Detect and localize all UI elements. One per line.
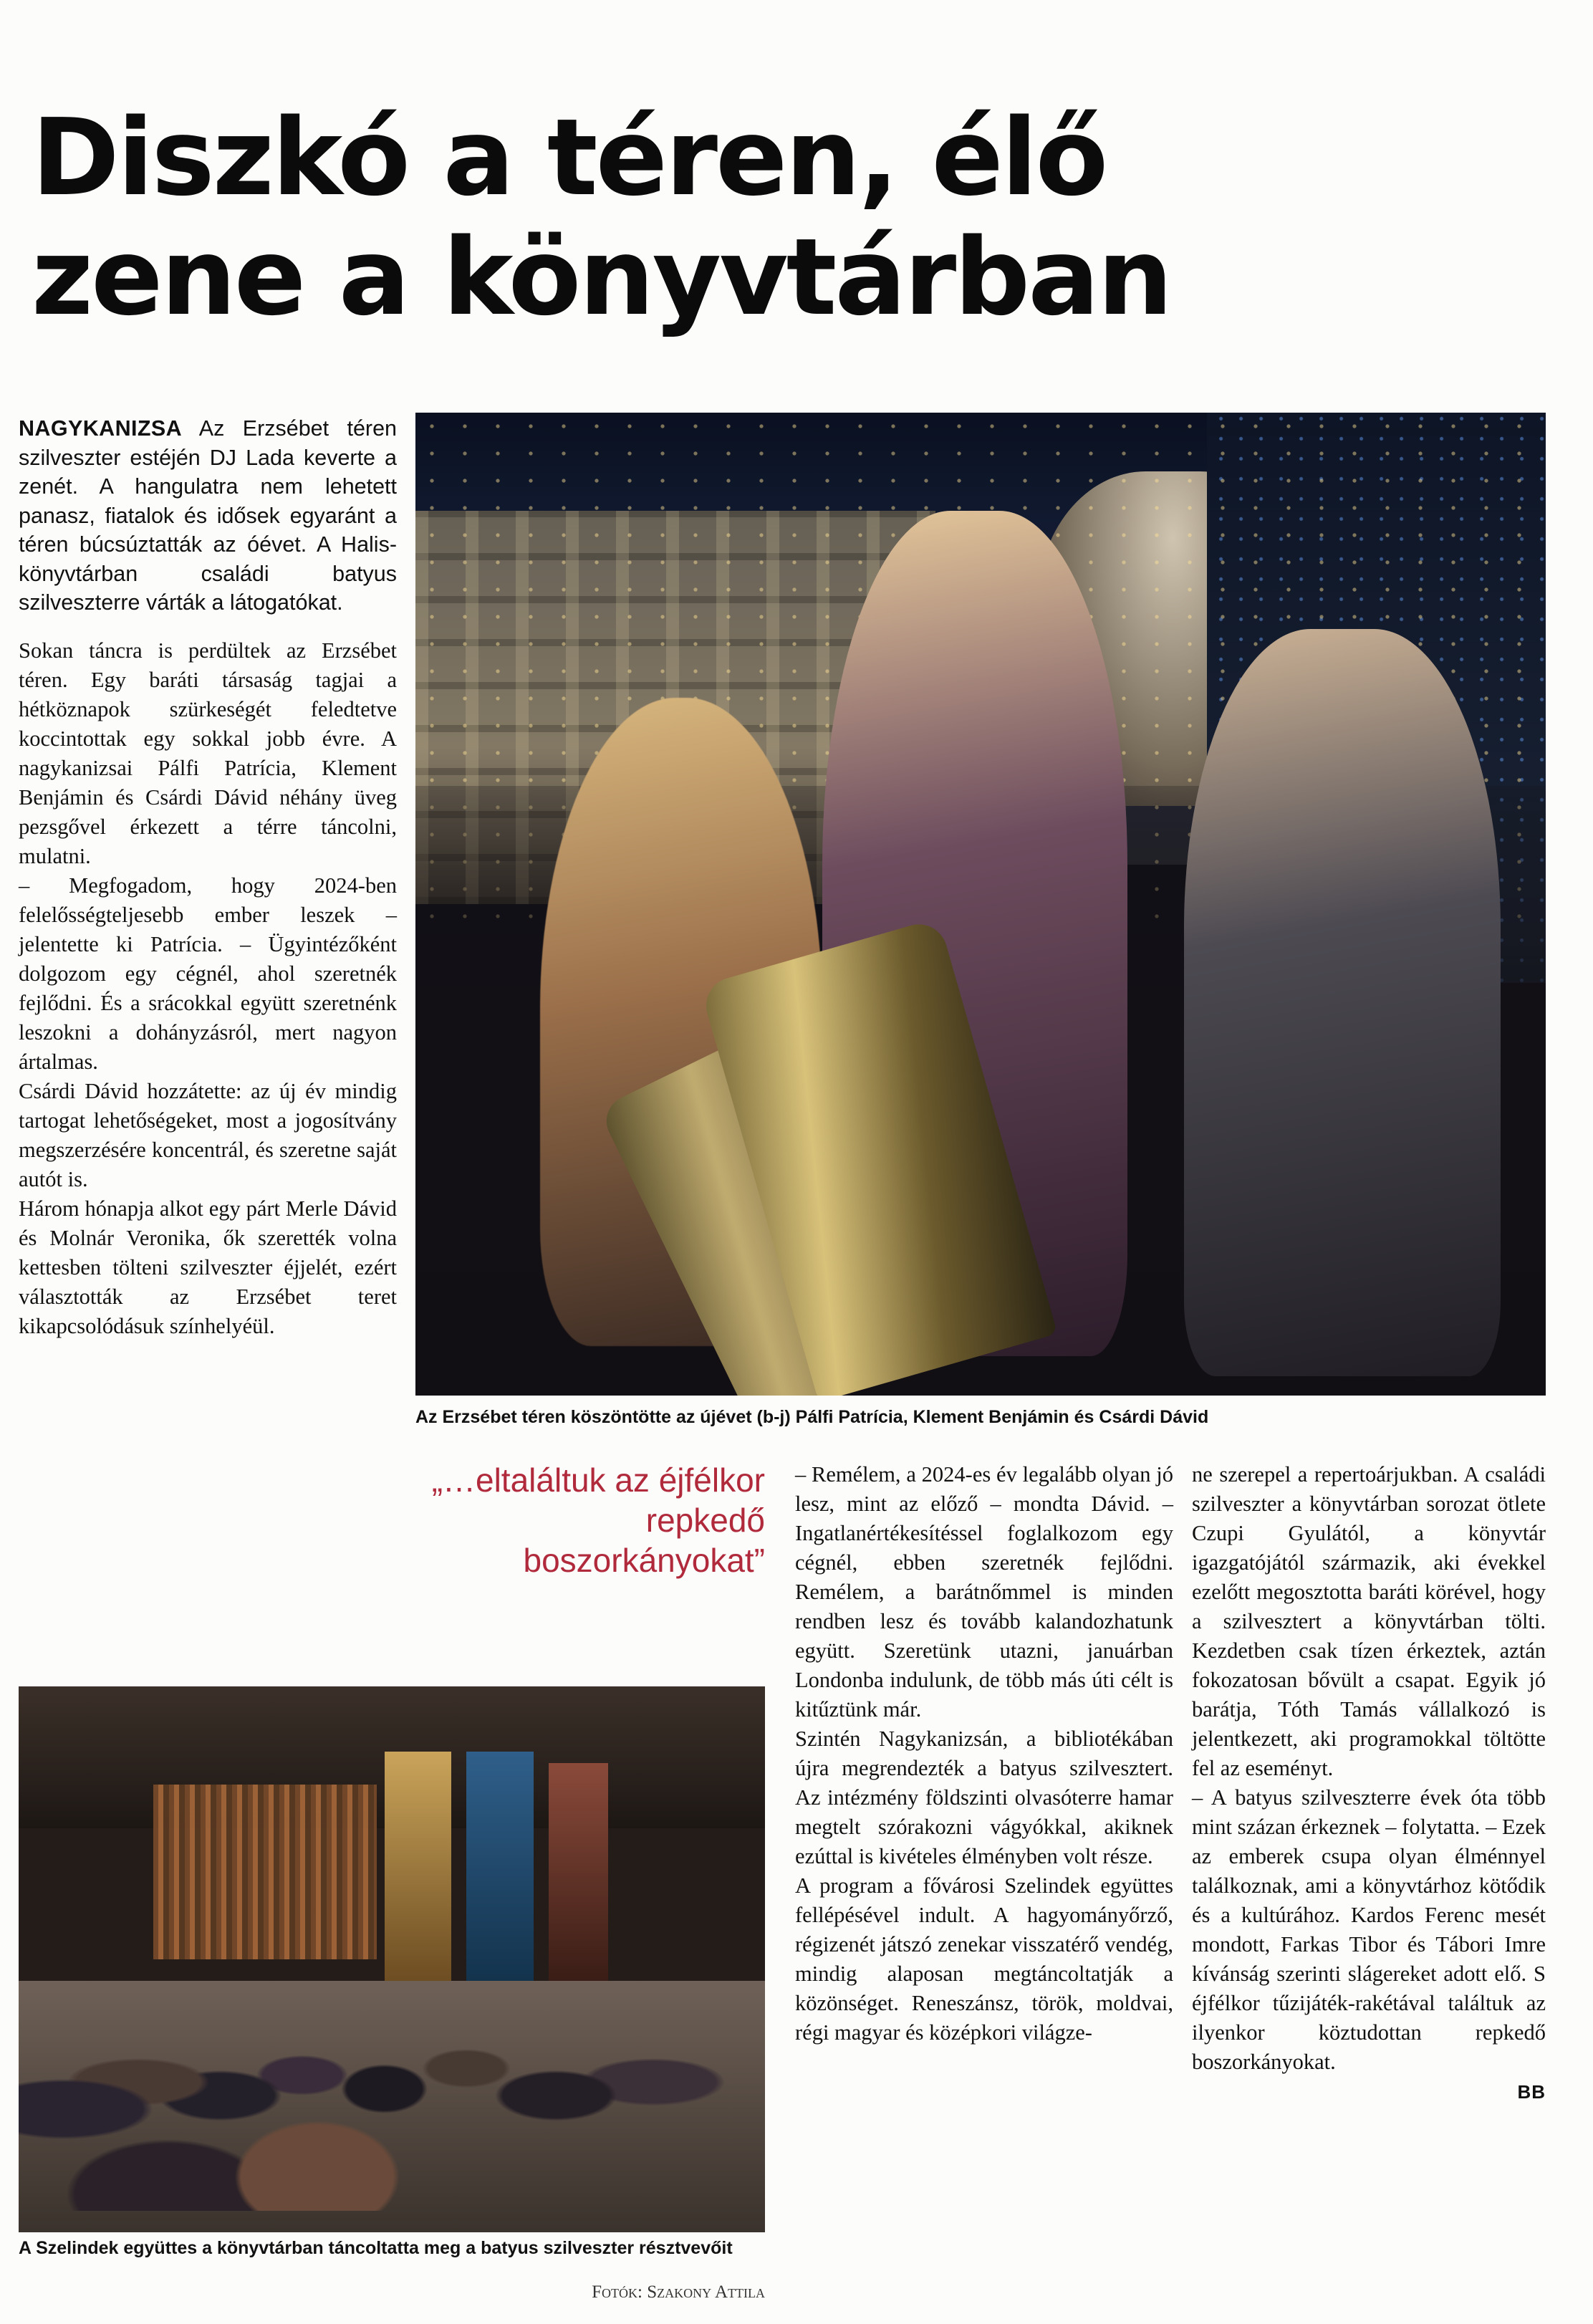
paragraph: A program a fővárosi Szelindek együttes fellépésével indult. A hagyományőrző, régizenét játszó zenekar visszatérő vendég, mindig alaposan megtáncoltatják a közönséget. Reneszánsz, török, moldvai, régi magyar és középkori világze- [795,1873,1173,2045]
headline-line-1: Diszkó a téren, élő [32,96,1107,220]
photo-person-right [1184,629,1501,1376]
paragraph: ne szerepel a repertoárjukban. A családi szilveszter a könyvtárban sorozat ötlete Czupi Gyulától, a könyvtár igazgatójától származik, aki évekkel ezelőtt megosztotta baráti körével, hogy a szilvesztert a könyvtárban tölti. Kezdetben csak tízen érkeztek, aztán fokozatosan bővült a csapat. Egyik jó barátja, Tóth Tamás vállalkozó is jelentkezett, aki programokkal töltötte fel az eseményt. [1192,1462,1546,1781]
body-right [1192,1460,1546,2106]
photo-library-dance [19,1686,765,2232]
byline: BB [1517,2081,1546,2103]
paragraph: Három hónapja alkot egy párt Merle Dávid és Molnár Veronika, ők szerették volna kettesben tölteni szilveszter éjjelét, ezért választották az Erzsébet teret kikapcsolódásuk színhelyéül. [19,1196,397,1339]
photo-credit: Fotók: Szakony Attila [592,2282,765,2302]
paragraph: – Megfogadom, hogy 2024-ben felelősségteljesebb ember leszek – jelentette ki Patrícia. – Ügyintézőként dolgozom egy cégnél, ahol szeretnék fejlődni. És a srácokkal együtt szeretnénk leszokni a dohányzásról, mert nagyon ártalmas. [19,873,397,1075]
body-left [19,636,397,1341]
paragraph-gap [19,618,397,636]
page-title [32,96,1543,340]
paragraph: Csárdi Dávid hozzátette: az új év mindig tartogat lehetőségeket, most a jogosítvány megszerzésére koncentrál, és szeretne saját autót is. [19,1079,397,1192]
caption-library-photo: A Szelindek együttes a könyvtárban táncoltatta meg a batyus szilveszter résztvevőit [19,2238,733,2258]
photo-dancers [19,1872,765,2210]
lead-text: Az Erzsébet téren szilveszter estéjén DJ Lada keverte a zenét. A hangulatra nem lehetett panasz, fiatalok és idősek egyaránt a téren búcsúztatták az óévet. A Halis-könyvtárban családi batyus szilveszterre várták a látogatókat. [19,416,397,615]
column-middle [795,1460,1173,2047]
dateline: NAGYKANIZSA [19,416,183,441]
caption-main-photo: Az Erzsébet téren köszöntötte az újévet (b-j) Pálfi Patrícia, Klement Benjámin és Csárdi Dávid [415,1407,1209,1427]
headline-line-2: zene a könyvtárban [32,216,1171,340]
pull-quote: „…eltaláltuk az éjfélkor repkedő boszorkányokat” [431,1461,765,1580]
lead-paragraph [19,414,397,618]
column-right [1192,1460,1546,2106]
photo-new-year-square [415,413,1546,1396]
byline-wrapper [1192,2077,1546,2106]
paragraph: – Remélem, a 2024-es év legalább olyan jó lesz, mint az előző – mondta Dávid. – Ingatlanértékesítéssel foglalkozom egy cégnél, ebben szeretnék fejlődni. Remélem, a barátnőmmel is minden rendben lesz és tovább kalandozhatunk együtt. Szeretünk utazni, januárban Londonba indulunk, de több más úti célt is kitűztünk már. [795,1462,1173,1722]
paragraph: Sokan táncra is perdültek az Erzsébet téren. Egy baráti társaság tagjai a hétköznapok szürkeségét feledtetve koccintottak egy sokkal jobb évre. A nagykanizsai Pálfi Patrícia, Klement Benjámin és Csárdi Dávid néhány üveg pezsgővel érkezett a térre táncolni, mulatni. [19,638,397,869]
paragraph: – A batyus szilveszterre évek óta több mint százan érkeznek – folytatta. – Ezek az emberek csupa olyan élménnyel találkoznak, ami a könyvtárhoz kötődik és a kultúrához. Kardos Ferenc mesét mondott, Farkas Tibor és Tábori Imre kívánság szerinti slágereket adott elő. S éjfélkor tűzijáték-rakétával találtuk az ilyenkor köztudottan repkedő boszorkányokat. [1192,1785,1546,2075]
column-left [19,414,397,1341]
body-middle [795,1460,1173,2047]
paragraph: Szintén Nagykanizsán, a bibliotékában újra megrendezték a batyus szilvesztert. Az intézmény földszinti olvasóterre hamar megtelt szórakozni vágyókkal, akiknek ezúttal is kivételes élményben volt része. [795,1727,1173,1869]
